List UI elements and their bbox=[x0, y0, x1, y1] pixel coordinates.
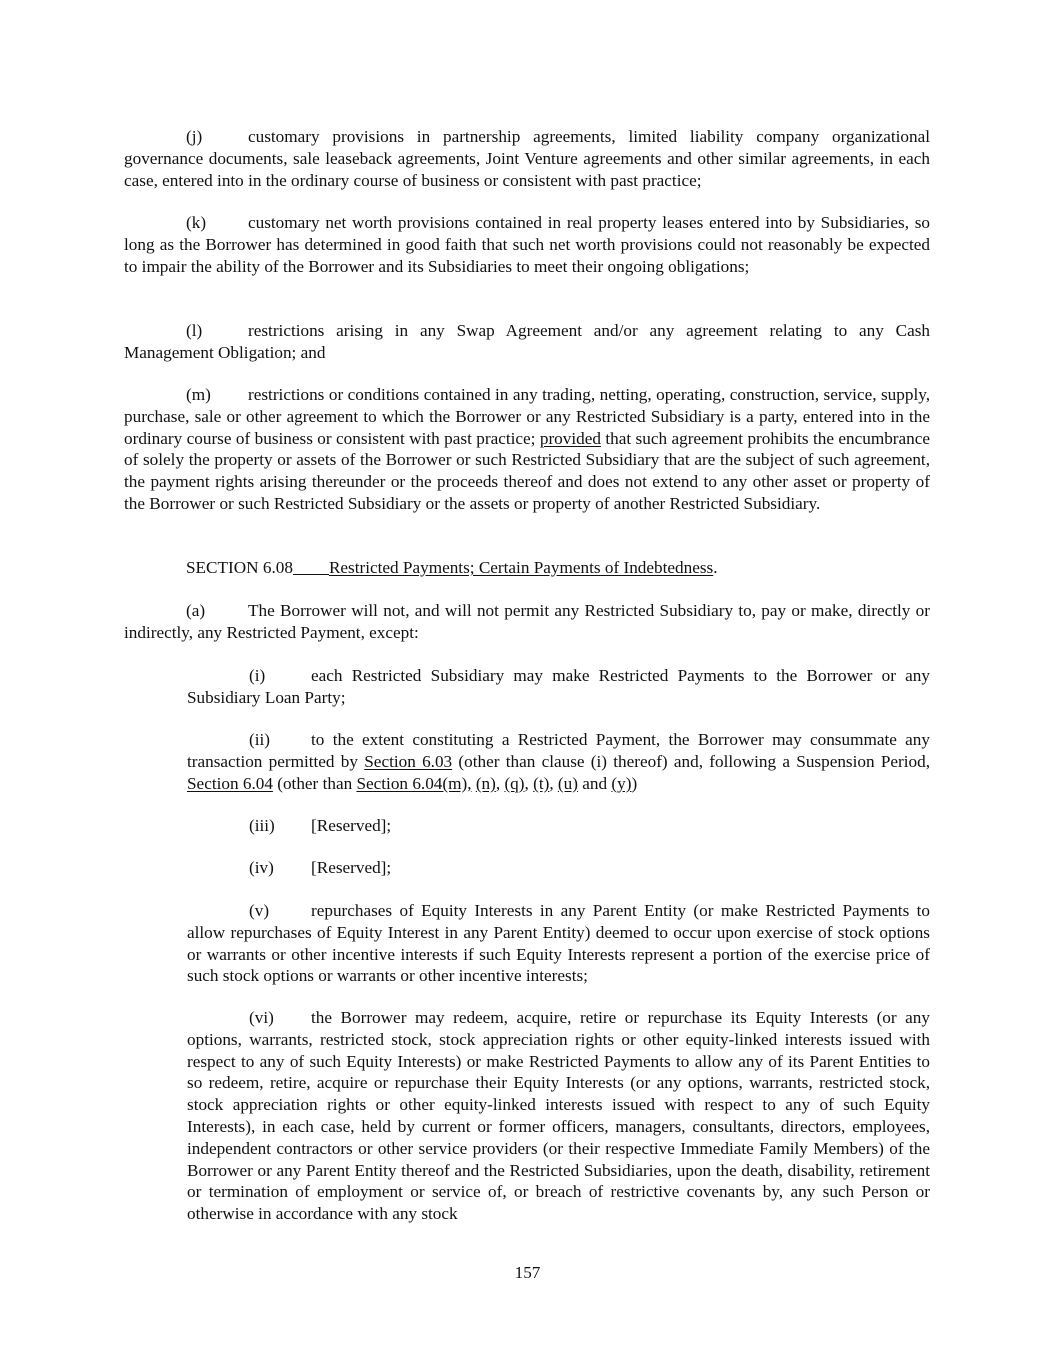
subclause-i-label: (i) bbox=[249, 666, 266, 685]
subclause-ii-label: (ii) bbox=[249, 730, 270, 749]
subclause-v-label: (v) bbox=[249, 901, 270, 920]
subclause-iv bbox=[187, 857, 930, 879]
paragraph-m-label: (m) bbox=[186, 385, 211, 404]
subclause-vi-label: (vi) bbox=[249, 1008, 274, 1027]
section-number: SECTION 6.08 bbox=[186, 558, 293, 577]
subclause-ii: (ii) to the extent constituting a Restricted Payment, the Borrower may consummate any transaction permitted by Section 6.03 (other than clause (i) thereof) and, following a Suspension Period, Section 6.04 (other than Section 6.04(m), (n), (q), (t), (u) and (y)) bbox=[187, 730, 931, 793]
paragraph-k bbox=[124, 212, 930, 277]
section-heading bbox=[124, 557, 930, 579]
clause-t-ref: (t) bbox=[533, 773, 550, 793]
page-number: 157 bbox=[514, 1263, 541, 1282]
subclause-vi bbox=[187, 1007, 930, 1225]
subclause-ii-close: ) bbox=[631, 773, 638, 793]
paragraph-k-label: (k) bbox=[186, 213, 207, 232]
subclause-iii-label: (iii) bbox=[249, 816, 275, 835]
provided-term: provided bbox=[539, 428, 601, 448]
clause-n-ref: (n) bbox=[475, 773, 496, 793]
subclause-ii-and: and bbox=[582, 773, 608, 793]
paragraph-l bbox=[124, 320, 930, 364]
subclause-ii-text-1: to the extent constituting a Restricted Payment, the Borrower may consummate any transaction permitted by bbox=[187, 730, 930, 771]
clause-a-label: (a) bbox=[186, 601, 206, 620]
subclause-iii-text: [Reserved]; bbox=[311, 816, 392, 835]
paragraph-m bbox=[124, 384, 930, 515]
clause-a-text: The Borrower will not, and will not permit any Restricted Subsidiary to, pay or make, directly or indirectly, any Restricted Payment, except: bbox=[124, 601, 930, 642]
subclause-i bbox=[187, 665, 930, 709]
clause-a bbox=[124, 600, 930, 644]
section-6-03-ref: Section 6.03 bbox=[364, 751, 453, 771]
clause-y-ref: (y) bbox=[611, 773, 632, 793]
subclause-iii bbox=[187, 815, 930, 837]
section-6-04-m-ref: Section 6.04(m), bbox=[356, 773, 472, 793]
section-title: Restricted Payments; Certain Payments of Indebtedness bbox=[328, 558, 714, 577]
subclause-v-text: repurchases of Equity Interests in any Parent Entity (or make Restricted Payments to allow repurchases of Equity Interest in any Parent Entity) deemed to occur upon exercise of stock options or warrants or other incentive interests if such Equity Interests represent a portion of the exercise price of such stock options or warrants or other incentive interests; bbox=[187, 901, 930, 986]
subclause-iv-text: [Reserved]; bbox=[311, 858, 392, 877]
subclause-ii-text-3: (other than bbox=[277, 773, 353, 793]
paragraph-l-text: restrictions arising in any Swap Agreement and/or any agreement relating to any Cash Management Obligation; and bbox=[124, 321, 930, 362]
paragraph-l-label: (l) bbox=[186, 321, 203, 340]
subclause-vi-text: the Borrower may redeem, acquire, retire or repurchase its Equity Interests (or any options, warrants, restricted stock, stock appreciation rights or other equity-linked interests issued with respect to any of such Equity Interests) or make Restricted Payments to allow any of its Parent Entities to so redeem, retire, acquire or repurchase their Equity Interests (or any options, warrants, restricted stock, stock appreciation rights or other equity-linked interests issued with respect to any of such Equity Interests), in each case, held by current or former officers, managers, consultants, directors, employees, independent contractors or other service providers (or their respective Immediate Family Members) of the Borrower or any Parent Entity thereof and the Restricted Subsidiaries, upon the death, disability, retirement or termination of employment or service of, or breach of restrictive covenants by, any such Person or otherwise in accordance with any stock bbox=[187, 1008, 930, 1224]
section-title-period: . bbox=[713, 558, 718, 577]
subclause-i-text: each Restricted Subsidiary may make Restricted Payments to the Borrower or any Subsidiary Loan Party; bbox=[187, 666, 930, 707]
paragraph-j bbox=[124, 126, 930, 191]
paragraph-m-text-a: restrictions or conditions contained in any trading, netting, operating, construction, service, supply, purchase, sale or other agreement to which the Borrower or any Restricted Subsidiary is a party, entered into in the ordinary course of business or consistent with past practice; bbox=[124, 385, 930, 448]
paragraph-k-text: customary net worth provisions contained in real property leases entered into by Subsidiaries, so long as the Borrower has determined in good faith that such net worth provisions could not reasonably be expected to impair the ability of the Borrower and its Subsidiaries to meet their ongoing obligations; bbox=[124, 213, 930, 276]
section-underline-gap bbox=[293, 558, 329, 575]
section-6-04-ref: Section 6.04 bbox=[187, 773, 273, 793]
paragraph-m-text-b: that such agreement prohibits the encumbrance of solely the property or assets of the Borrower or such Restricted Subsidiary that are the subject of such agreement, the payment rights arising thereunder or the proceeds thereof and does not extend to any other asset or property of the Borrower or such Restricted Subsidiary or the assets or property of another Restricted Subsidiary. bbox=[124, 428, 931, 513]
subclause-iv-label: (iv) bbox=[249, 858, 274, 877]
subclause-v bbox=[187, 900, 930, 987]
paragraph-j-text: customary provisions in partnership agreements, limited liability company organizational governance documents, sale leaseback agreements, Joint Venture agreements and other similar agreements, in each case, entered into in the ordinary course of business or consistent with past practice; bbox=[124, 127, 930, 190]
paragraph-j-label: (j) bbox=[186, 127, 203, 146]
subclause-ii-text-2: (other than clause (i) thereof) and, following a Suspension Period, bbox=[458, 751, 931, 771]
clause-q-ref: (q) bbox=[504, 773, 525, 793]
clause-u-ref: (u) bbox=[557, 773, 578, 793]
